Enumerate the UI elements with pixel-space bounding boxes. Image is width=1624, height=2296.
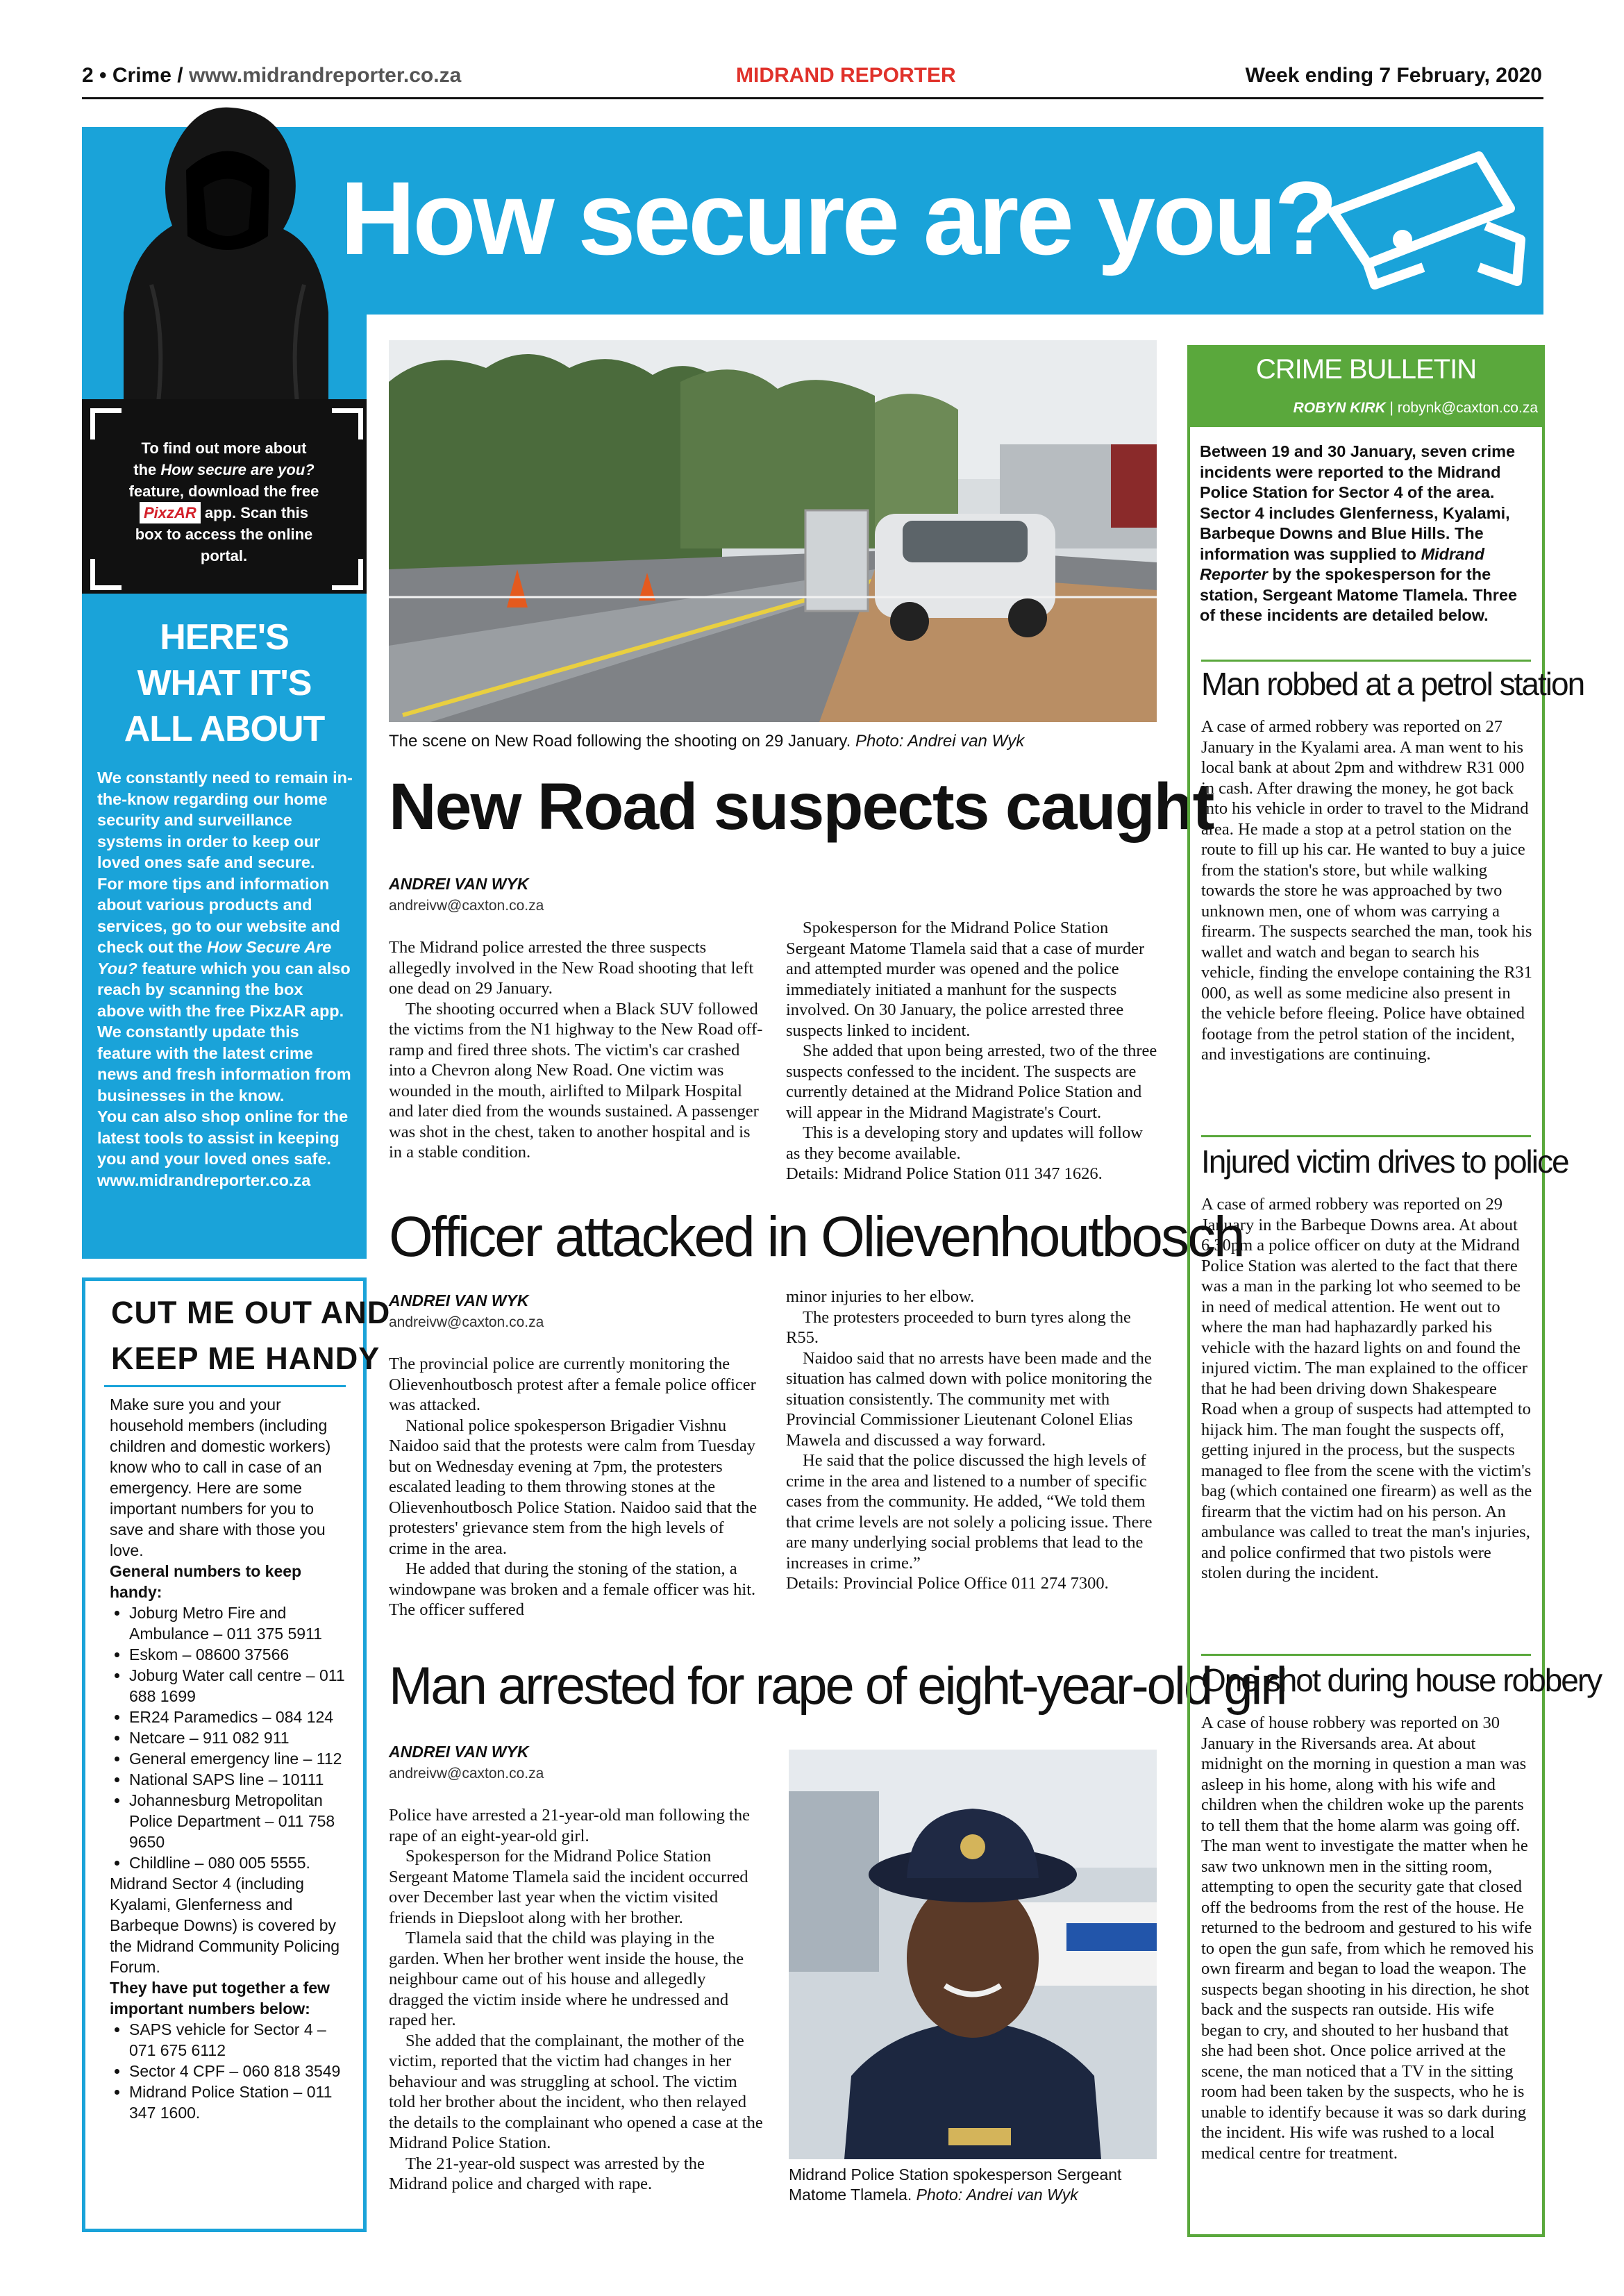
- paragraph: Spokesperson for the Midrand Police Station Sergeant Matome Tlamela said the incident occurred over December last year when the victim visited friends in Diepsloot along with her brother.: [389, 1847, 748, 1927]
- about-text: feature which you can also reach by scanning the box above with the free PixzAR app.: [97, 959, 351, 1020]
- paragraph: Details: Midrand Police Station 011 347 1626.: [786, 1164, 1103, 1183]
- emergency-subhead: General numbers to keep handy:: [110, 1562, 302, 1601]
- about-paragraph: We constantly update this feature with the latest crime news and fresh information from businesses in the know.: [97, 1023, 351, 1105]
- article-headline: New Road suspects caught: [389, 770, 1214, 844]
- security-camera-icon: [1319, 142, 1534, 302]
- article-column: [389, 1805, 764, 2195]
- paragraph: He said that the police discussed the high levels of crime in the area and listened to a number of specific cases from the community. He added, “We told them that crime levels are not solely a policing issue. There are many underlying social problems that lead to the increases in crime.”: [786, 1451, 1153, 1573]
- paragraph: The provincial police are currently monitoring the Olievenhoutbosch protest after a female police officer was attacked.: [389, 1355, 756, 1414]
- paragraph: The shooting occurred when a Black SUV followed the victims from the N1 highway to the New Road off-ramp and fired three shots. The victim's car crashed into a Chevron along New Road. One victim was wounded in the mouth, airlifted to Milpark Hospital and later died from the wounds sustained. A passenger was shot in the chest, taken to another hospital and is in a stable condition.: [389, 999, 763, 1162]
- paragraph: He added that during the stoning of the station, a windowpane was broken and a female officer was hit. The officer suffered: [389, 1559, 756, 1619]
- pix-feature-name: How secure are you?: [160, 461, 315, 478]
- article-headline: Man arrested for rape of eight-year-old girl: [389, 1657, 1286, 1716]
- emergency-body: [110, 1394, 349, 2123]
- site-url: www.midrandreporter.co.za: [188, 64, 462, 87]
- paragraph: minor injuries to her elbow.: [786, 1287, 975, 1306]
- bulletin-author: ROBYN KIRK | robynk@caxton.co.za: [1293, 400, 1538, 416]
- article-byline: ANDREI VAN WYK: [389, 875, 529, 893]
- paragraph: Police have arrested a 21-year-old man following the rape of an eight-year-old girl.: [389, 1806, 750, 1845]
- spokesperson-photo-caption: [789, 2165, 1164, 2205]
- paragraph: She added that the complainant, the mother of the victim, reported that the victim had changes in her behaviour and was struggling at school. The victim told her brother about the incident, who then relayed the details to the complainant who opened a case at the Midrand Police Station.: [389, 2031, 763, 2152]
- emergency-title: [111, 1290, 390, 1382]
- feature-title: How secure are you?: [340, 160, 1335, 276]
- pix-line: portal.: [200, 547, 248, 564]
- list-item: • Childline – 080 005 5555.: [129, 1852, 349, 1873]
- bulletin-item-text: A case of armed robbery was reported on 29 January in the Barbeque Downs area. At about 6.30pm a police officer on duty at the Midrand Police Station was alerted to the fact that there was a man in the parking lot who seemed to be in need of medical attention. He went out to where the man had haphazardly parked his vehicle with the hazard lights on and found the injured victim. The man explained to the officer that he had been driving down Shakespeare Road when a group of suspects had attempted to hijack him. The man fought the suspects off, getting injured in the process, but the suspects managed to flee from the scene with the victim's bag (which contained one firearm) as well as the firearm that the victim had on his person. An ambulance was called to treat the man's injuries, and police confirmed that two pistols were stolen during the incident.: [1201, 1195, 1532, 1582]
- pix-line: box to access the online: [135, 526, 313, 543]
- article-column: [786, 918, 1161, 1184]
- article-byline: ANDREI VAN WYK: [389, 1743, 529, 1761]
- paragraph: The Midrand police arrested the three suspects allegedly involved in the New Road shooting that left one dead on 29 January.: [389, 938, 754, 998]
- caption-text: Midrand Police Station spokesperson Sergeant Matome Tlamela.: [789, 2165, 1122, 2204]
- about-heading-line: WHAT IT'S: [137, 663, 312, 703]
- list-item: • Joburg Metro Fire and Ambulance – 011 375 5911: [129, 1602, 349, 1644]
- pix-line: the: [133, 461, 157, 478]
- bulletin-rule: [1201, 660, 1531, 662]
- bulletin-rule: [1201, 1654, 1531, 1656]
- paragraph: Details: Provincial Police Office 011 274 7300.: [786, 1574, 1109, 1593]
- paragraph: The 21-year-old suspect was arrested by the Midrand police and charged with rape.: [389, 2154, 705, 2193]
- header-rule: [82, 97, 1543, 99]
- emergency-intro: Make sure you and your household members (including children and domestic workers) know who to call in case of an emergency. Here are some important numbers for you to save and share with those you love.: [110, 1396, 331, 1559]
- bulletin-item-heading: Man robbed at a petrol station: [1201, 666, 1584, 702]
- article-headline: Officer attacked in Olievenhoutbosch: [389, 1205, 1244, 1268]
- issue-date: Week ending 7 February, 2020: [1245, 64, 1542, 87]
- article-email[interactable]: andreivw@caxton.co.za: [389, 1766, 544, 1782]
- author-name: ROBYN KIRK: [1293, 400, 1386, 416]
- article-byline: ANDREI VAN WYK: [389, 1291, 529, 1309]
- emergency-subhead: They have put together a few important numbers below:: [110, 1979, 330, 2018]
- page-number: 2 •: [82, 64, 107, 87]
- caption-text: The scene on New Road following the shooting on 29 January.: [389, 732, 851, 751]
- page-folio: [82, 64, 461, 87]
- crash-photo-caption: [389, 732, 1024, 751]
- intro-text: Between 19 and 30 January, seven crime incidents were reported to the Midrand Police Station for Sector 4 of the area. Sector 4 includes Glenferness, Kyalami, Barbeque Downs and Blue Hills. The information was supplied to: [1200, 442, 1516, 563]
- about-paragraph: You can also shop online for the latest tools to assist in keeping you and your loved ones safe.: [97, 1107, 349, 1168]
- hooded-figure-image: [82, 104, 360, 403]
- about-feature-name: How Secure Are You?: [97, 938, 332, 978]
- about-paragraph: [97, 873, 354, 1022]
- bulletin-intro: [1200, 442, 1533, 626]
- list-item: • General emergency line – 112: [129, 1748, 349, 1769]
- pix-line: To find out more about: [141, 439, 307, 457]
- publication-name: Midrand Reporter: [1200, 544, 1484, 583]
- about-url[interactable]: www.midrandreporter.co.za: [97, 1171, 311, 1189]
- list-item: • ER24 Paramedics – 084 124: [129, 1707, 349, 1727]
- bulletin-item-heading: Injured victim drives to police: [1201, 1143, 1568, 1180]
- about-heading-line: ALL ABOUT: [124, 709, 325, 749]
- photo-credit: Photo: Andrei van Wyk: [916, 2186, 1078, 2204]
- police-spokesperson-photo: [789, 1750, 1157, 2159]
- article-column: [389, 937, 764, 1163]
- scan-corner-top-left: [90, 408, 122, 439]
- article-column: [389, 1354, 764, 1620]
- paragraph: National police spokesperson Brigadier Vishnu Naidoo said that the protests were calm from Tuesday but on Wednesday evening at 7pm, the protesters escalated leading to them throwing stones at the Olievenhoutbosch Police Station. Naidoo said that the protesters' grievance stem from the high levels of crime in the area.: [389, 1416, 757, 1558]
- list-item: • Netcare – 911 082 911: [129, 1727, 349, 1748]
- paragraph: Naidoo said that no arrests have been made and the situation has calmed down with police monitoring the situation consistently. The community met with Provincial Commissioner Lieutenant Colonel Elias Mawela and discussed a way forward.: [786, 1348, 1153, 1450]
- scan-corner-top-right: [332, 408, 363, 439]
- pixzar-instructions: [104, 437, 344, 567]
- pix-line: feature, download the free: [128, 483, 319, 500]
- sector-note: Midrand Sector 4 (including Kyalami, Glenferness and Barbeque Downs) is covered by the Midrand Community Policing Forum.: [110, 1875, 340, 1976]
- photo-credit: Photo: Andrei van Wyk: [855, 732, 1025, 751]
- list-item: • Eskom – 08600 37566: [129, 1644, 349, 1665]
- section-name: Crime /: [112, 64, 183, 87]
- bulletin-rule: [1201, 1135, 1531, 1137]
- article-column: [786, 1287, 1161, 1594]
- list-item: • Joburg Water call centre – 011 688 1699: [129, 1665, 349, 1707]
- article-email[interactable]: andreivw@caxton.co.za: [389, 1314, 544, 1330]
- masthead: MIDRAND REPORTER: [736, 64, 956, 87]
- pixzar-logo: PixzAR: [140, 502, 201, 523]
- about-text: For more tips and information about various products and services, go to our website and check out the: [97, 874, 340, 956]
- about-paragraph: We constantly need to remain in-the-know regarding our home security and surveillance systems in order to keep our loved ones safe and secure.: [97, 769, 353, 871]
- emergency-title-line: KEEP ME HANDY: [111, 1341, 380, 1376]
- emergency-title-line: CUT ME OUT AND: [111, 1295, 391, 1330]
- list-item: • SAPS vehicle for Sector 4 – 071 675 6112: [129, 2019, 349, 2061]
- list-item: • Midrand Police Station – 011 347 1600.: [129, 2081, 349, 2123]
- paragraph: Spokesperson for the Midrand Police Station Sergeant Matome Tlamela said that a case of murder and attempted murder was opened and the police immediately initiated a manhunt for the suspects involved. On 30 January, the police arrested three suspects linked to incident.: [786, 919, 1145, 1040]
- paragraph: She added that upon being arrested, two of the three suspects confessed to the incident. The suspects are currently detained at the Midrand Police Station and will appear in the Midrand Magistrate's Court.: [786, 1041, 1157, 1122]
- bulletin-item-text: A case of armed robbery was reported on 27 January in the Kyalami area. A man went to his local bank at about 2pm and withdrew R31 000 in cash. After drawing the money, he got back into his vehicle in order to travel to the Midrand area. He made a stop at a petrol station on the route to fill up his car. He wanted to buy a juice from the station's store, but while walking towards the store he was approached by two unknown men, one of whom was carrying a firearm. The suspects searched the man, took his wallet and watch and began to search his vehicle, finding the envelope containing the R31 000, as well as some medicine also present in the vehicle before fleeing. Police have obtained footage from the petrol station of the incident, and investigations are continuing.: [1201, 717, 1532, 1064]
- about-heading: [82, 614, 367, 752]
- about-heading-line: HERE'S: [160, 617, 289, 657]
- crime-bulletin-title: CRIME BULLETIN: [1255, 354, 1477, 385]
- list-item: • Johannesburg Metropolitan Police Department – 011 758 9650: [129, 1790, 349, 1852]
- bulletin-item-text: A case of house robbery was reported on 30 January in the Riversands area. At about midnight on the morning in question a man was asleep in his home, along with his wife and children when the children woke up the parents to tell them that the home alarm was going off. The man went to investigate the matter when he saw two unknown men in the sitting room, attempting to open the security gate that closed off the bedrooms from the rest of the house. He returned to the bedroom and gestured to his wife to open the gun safe, from which he removed his own firearm and began to load the weapon. The suspects began shooting in his direction, he shot back and the suspects ran outside. His wife began to cry, and shouted to her husband that she had been shot. Once police arrived at the scene, the man noticed that a TV in the sitting room had been taken by the suspects, who he is unable to identify because it was so dark during the incident. His wife was rushed to a local medical centre for treatment.: [1201, 1713, 1534, 2163]
- author-email[interactable]: robynk@caxton.co.za: [1397, 400, 1538, 416]
- general-numbers-list: [110, 1602, 349, 1873]
- intro-text: by the spokesperson for the station, Sergeant Matome Tlamela. Three of these incidents are detailed below.: [1200, 565, 1518, 624]
- article-email[interactable]: andreivw@caxton.co.za: [389, 898, 544, 914]
- paragraph: This is a developing story and updates will follow as they become available.: [786, 1123, 1143, 1163]
- list-item: • Sector 4 CPF – 060 818 3549: [129, 2061, 349, 2081]
- emergency-rule: [104, 1385, 346, 1387]
- pix-line: app. Scan this: [204, 504, 309, 521]
- paragraph: The protesters proceeded to burn tyres along the R55.: [786, 1307, 1131, 1347]
- paragraph: Tlamela said that the child was playing in the garden. When her brother went inside the house, the neighbour came out of his house and allegedly dragged the victim inside where he undressed and raped her.: [389, 1929, 744, 2029]
- bulletin-item-heading: One shot during house robbery: [1201, 1662, 1602, 1698]
- about-body: [97, 767, 354, 1191]
- crash-scene-photo: [389, 340, 1157, 722]
- sector-numbers-list: [110, 2019, 349, 2123]
- list-item: • National SAPS line – 10111: [129, 1769, 349, 1790]
